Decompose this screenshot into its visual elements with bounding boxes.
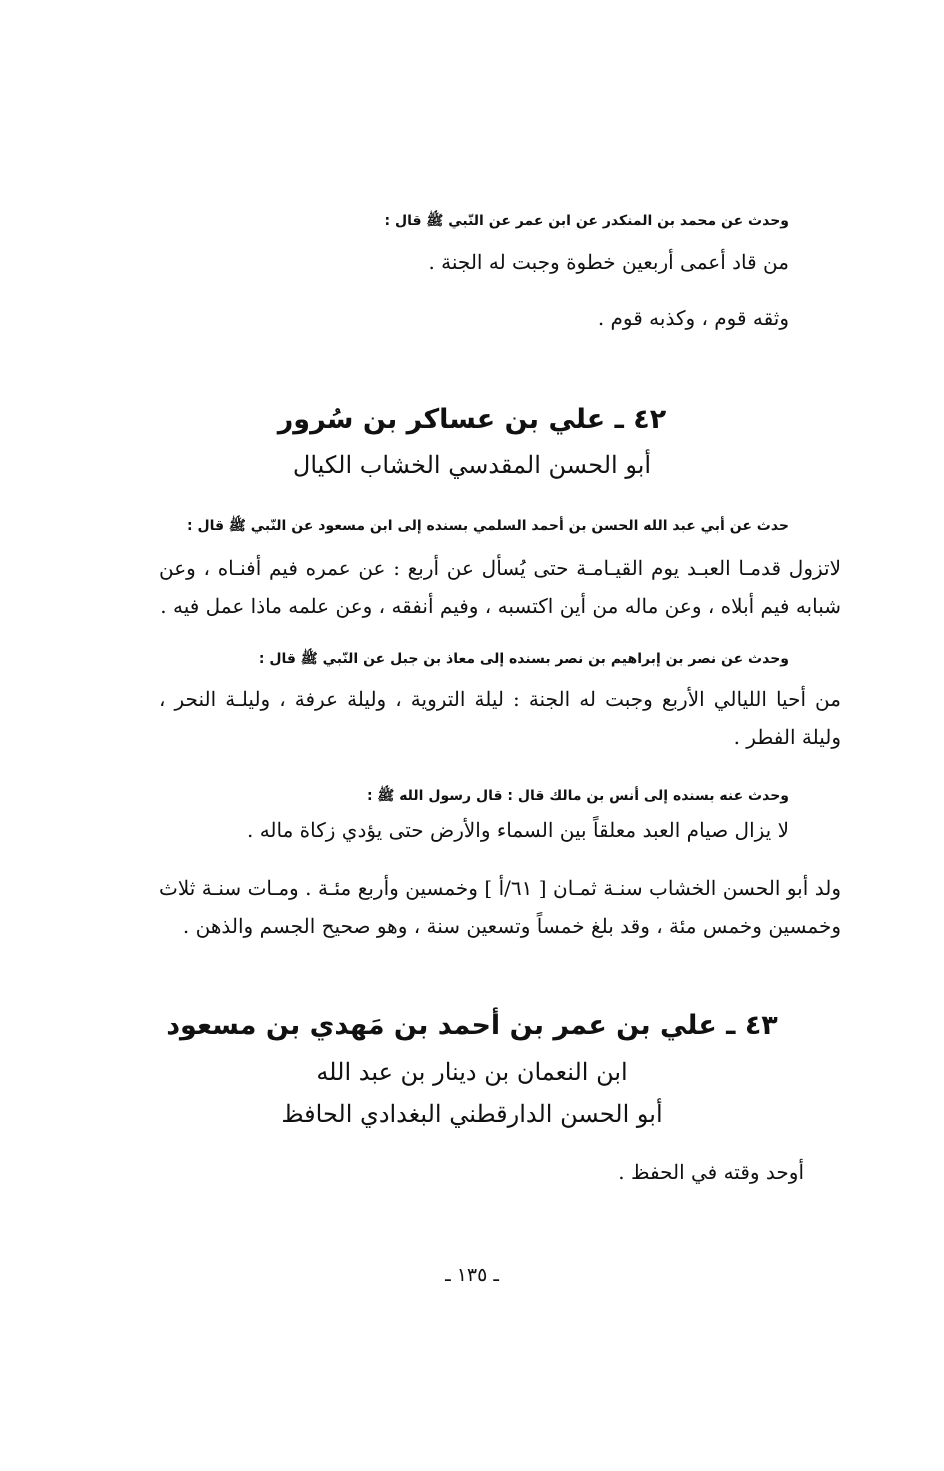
isnad-line: وحدث عن محمد بن المنكدر عن ابن عمر عن النّبي ﷺ قال :	[384, 213, 789, 229]
entry-title: ٤٢ ـ علي بن عساكر بن سُرور	[277, 404, 667, 435]
isnad-line: وحدث عنه بسنده إلى أنس بن مالك قال : قال رسول الله ﷺ :	[366, 788, 789, 804]
entry-subtitle: أبو الحسن الدارقطني البغدادي الحافظ	[281, 1100, 663, 1128]
entry-subtitle: أبو الحسن المقدسي الخشاب الكيال	[292, 451, 652, 479]
entry-subtitle: ابن النعمان بن دينار بن عبد الله	[316, 1058, 628, 1086]
page-number: ـ ١٣٥ ـ	[445, 1264, 499, 1286]
isnad-line: وحدث عن نصر بن إبراهيم بن نصر بسنده إلى معاذ بن جبل عن النّبي ﷺ قال :	[258, 651, 789, 667]
entry-title: ٤٣ ـ علي بن عمر بن أحمد بن مَهدي بن مسعود	[166, 1010, 778, 1041]
hadith-text: من أحيا الليالي الأربع وجبت له الجنة : ليلة التروية ، وليلة عرفة ، وليلـة النحر ، وليلة الفطر .	[159, 687, 841, 749]
isnad-line: حدث عن أبي عبد الله الحسن بن أحمد السلمي بسنده إلى ابن مسعود عن النّبي ﷺ قال :	[187, 518, 789, 534]
hadith-text: لا يزال صيام العبد معلقاً بين السماء والأرض حتى يؤدي زكاة ماله .	[246, 818, 789, 842]
hadith-text: من قاد أعمى أربعين خطوة وجبت له الجنة .	[428, 250, 789, 274]
narrator-note: أوحد وقته في الحفظ .	[618, 1160, 804, 1184]
biography-text: ولد أبو الحسن الخشاب سنـة ثمـان [ ٦١/أ ] وخمسين وأربع مئـة . ومـات سنـة ثلاث وخمسين وخمس مئة ، وقد بلغ خمساً وتسعين سنة ، وهو صحيح الجسم والذهن .	[159, 876, 841, 938]
narrator-note: وثقه قوم ، وكذبه قوم .	[597, 306, 789, 330]
hadith-text: لاتزول قدمـا العبـد يوم القيـامـة حتى يُسأل عن أربع : عن عمره فيم أفنـاه ، وعن شبابه فيم أبلاه ، وعن ماله من أين اكتسبه ، وفيم أنفقه ، وعن علمه ماذا عمل فيه .	[159, 556, 841, 618]
